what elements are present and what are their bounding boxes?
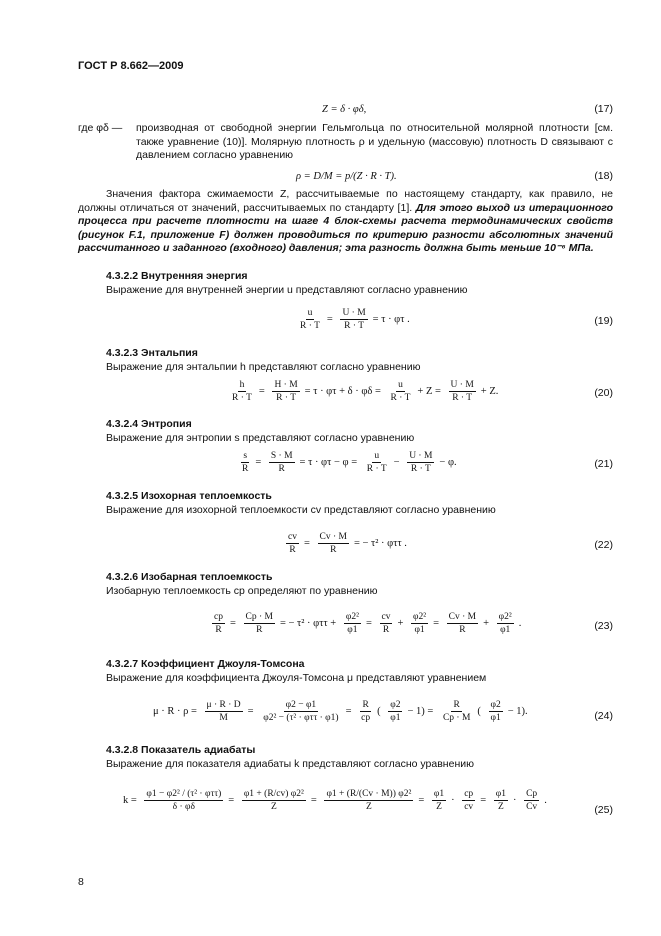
where-text: производная от свободной энергии Гельмгольца по относительной молярной плотности [см. также уравнение (10)]. Молярную плотность ρ и удельную (массовую) плотность D связывают с давлением согласно уравнению (136, 122, 613, 161)
paragraph-compressibility: Значения фактора сжимаемости Z, рассчитываемые по настоящему стандарту, как правило, не должны отличаться от значений, рассчитываемых по стандарту [1]. Для этого выход из итерационного процесса при расчете плотности на шаге 4 блок-схемы расчета термодинамических свойств (рисунок F.1, приложение F) должен проводиться по критерию разности абсолютных значений рассчитанного и заданного (входного) давления; эта разность должна быть меньше 10⁻⁶ МПа. (78, 188, 613, 254)
section-text: Изобарную теплоемкость cp определяют по уравнению (106, 585, 378, 597)
section-title: 4.3.2.5 Изохорная теплоемкость (106, 490, 272, 502)
equation-number: (24) (594, 710, 613, 722)
section-text: Выражение для внутренней энергии u представляют согласно уравнению (106, 284, 468, 296)
equation-17: Z = δ · φδ, (322, 104, 367, 115)
section-title: 4.3.2.4 Энтропия (106, 418, 192, 430)
section-text: Выражение для коэффициента Джоуля-Томсона μ представляют уравнением (106, 672, 487, 684)
equation-21: $\frac{s}{R}$ = $\frac{S \cdot M}{R}$ = τ · φτ − φ = $\frac{u}{R \cdot T}$ − $\frac{U \cdot M}{R \cdot T}$ − φ. (242, 451, 457, 474)
section-title: 4.3.2.6 Изобарная теплоемкость (106, 571, 273, 583)
equation-number: (19) (594, 315, 613, 327)
equation-number: (17) (594, 103, 613, 115)
equation-24: μ · R · ρ = $\frac{\mu \cdot R \cdot D}{M}$ = $\frac{\varphi 2 - \varphi 1}{\text{φ2² − (τ² · φττ · φ1)}}$ = $\frac{R}{cp}$ ( $\frac{\varphi 2}{\varphi 1}$ − 1) = $\frac{R}{Cp \cdot M}$ ( $\frac{\varphi 2}{\varphi 1}$ − 1). (153, 700, 528, 723)
page-number: 8 (78, 876, 84, 888)
equation-number: (22) (594, 539, 613, 551)
section-title: 4.3.2.3 Энтальпия (106, 347, 198, 359)
equation-number: (23) (594, 620, 613, 632)
equation-19: $\frac{u}{R \cdot T}$ = $\frac{U \cdot M}{R \cdot T}$ = τ · φτ . (300, 308, 410, 331)
equation-22: $\frac{cv}{R}$ = $\frac{Cv \cdot M}{R}$ = − τ² · φττ . (288, 532, 407, 555)
equation-number: (21) (594, 458, 613, 470)
page-header: ГОСТ Р 8.662—2009 (78, 60, 184, 72)
equation-number: (25) (594, 804, 613, 816)
equation-number: (20) (594, 387, 613, 399)
section-text: Выражение для показателя адиабаты k представляют согласно уравнению (106, 758, 474, 770)
section-title: 4.3.2.8 Показатель адиабаты (106, 744, 256, 756)
section-text: Выражение для изохорной теплоемкости cv представляют согласно уравнению (106, 504, 496, 516)
section-text: Выражение для энтальпии h представляют согласно уравнению (106, 361, 421, 373)
equation-number: (18) (594, 170, 613, 182)
where-lead: где φδ — (78, 122, 123, 134)
equation-20: $\frac{h}{R \cdot T}$ = $\frac{H \cdot M}{R \cdot T}$ = τ · φτ + δ · φδ = $\frac{u}{R \cdot T}$ + Z = $\frac{U \cdot M}{R \cdot T}$ + Z. (232, 380, 499, 403)
section-title: 4.3.2.7 Коэффициент Джоуля-Томсона (106, 658, 305, 670)
equation-25: k = $\frac{\text{φ1 − φ2² / (τ² · φττ)}}{\delta \cdot \varphi\delta}$ = $\frac{\text{φ1 + (R/cv) φ2²}}{Z}$ = $\frac{\text{φ1 + (R/(Cv · M)) φ2²}}{Z}$ = $\frac{\varphi 1}{Z}$ · $\frac{cp}{cv}$ = $\frac{\varphi 1}{Z}$ · $\frac{Cp}{Cv}$ . (123, 789, 547, 812)
equation-23: $\frac{cp}{R}$ = $\frac{Cp \cdot M}{R}$ = − τ² · φττ + $\frac{\text{φ2²}}{\varphi 1}$ = $\frac{cv}{R}$ + $\frac{\text{φ2²}}{\varphi 1}$ = $\frac{Cv \cdot M}{R}$ + $\frac{\text{φ2²}}{\varphi 1}$ . (214, 612, 522, 635)
section-text: Выражение для энтропии s представляют согласно уравнению (106, 432, 415, 444)
section-title: 4.3.2.2 Внутренняя энергия (106, 270, 248, 282)
equation-18: ρ = D/M = p/(Z · R · T). (296, 171, 397, 182)
